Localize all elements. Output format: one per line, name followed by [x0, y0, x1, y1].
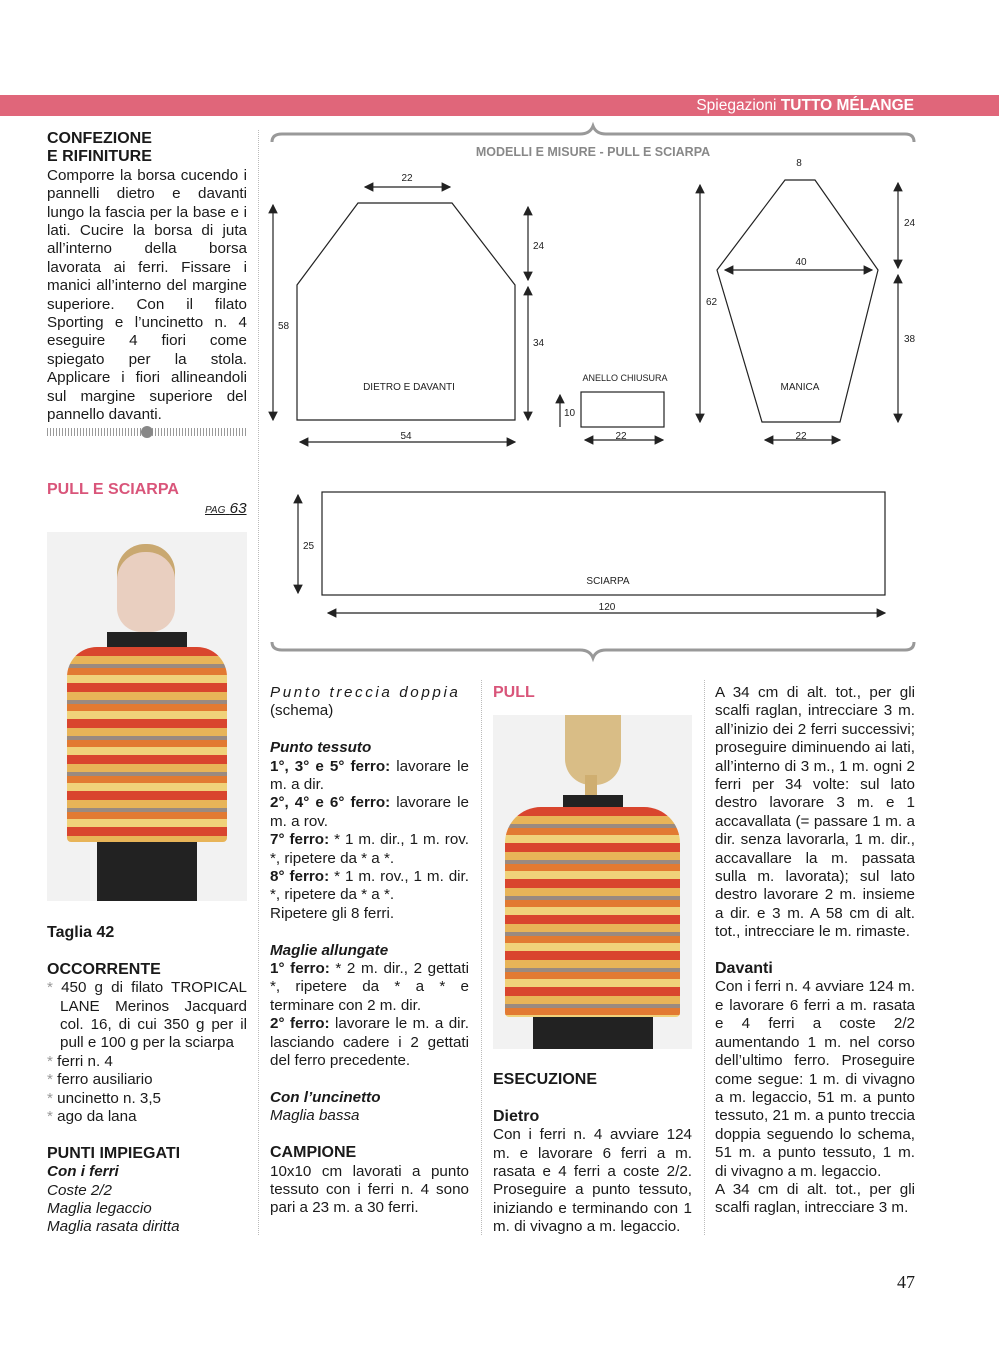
tessuto-row	[270, 758, 469, 795]
uncinetto-item: Maglia bassa	[270, 1107, 360, 1125]
size-label: Taglia 42	[47, 924, 115, 941]
diagram-title: MODELLI E MISURE - PULL E SCIARPA	[475, 145, 711, 159]
tessuto-end: Ripetere gli 8 ferri.	[270, 904, 395, 922]
dim-label: 24	[904, 218, 916, 229]
treccia-subtitle: (schema)	[270, 702, 334, 720]
punti-title: PUNTI IMPIEGATI	[47, 1144, 181, 1162]
column-divider	[481, 680, 482, 1235]
occorrente-item: * ferro ausiliario	[47, 1071, 247, 1089]
dim-label: 58	[278, 321, 290, 332]
confezione-title-2: E RIFINITURE	[47, 148, 152, 166]
treccia-title: Punto treccia doppia	[270, 684, 461, 701]
tessuto-row	[270, 868, 469, 905]
anello-shape	[581, 392, 664, 427]
column-divider	[704, 680, 705, 1235]
davanti-title: Davanti	[715, 960, 773, 978]
row-label: 2° ferro:	[270, 1015, 330, 1033]
instructions-column	[715, 684, 915, 1218]
tessuto-title: Punto tessuto	[270, 739, 372, 757]
esecuzione-title: ESECUZIONE	[493, 1071, 598, 1088]
raglan-text: A 34 cm di alt. tot., per gli scalfi raglan, intrecciare 3 m. all’inizio dei 2 ferri successivi; proseguire diminuendo ai lati, all’interno di 3 m., 1 m. ogni 2 ferri per 34 volte: sul lato destro lavorare 3 m. e 1 accavallata (= passare 1 m. a dir. senza lavorarla, 1 m. dir., accavallare la m. passata sulla m. lavorata); sul lato destro lavorare 2 m. insieme a dir. e 3 m. A 58 cm di alt. tot., intrecciare le m. rimaste.	[715, 684, 915, 941]
occorrente-title: OCCORRENTE	[47, 960, 161, 978]
row-text: lavorare le m. a dir.	[270, 757, 469, 794]
pag-number: 63	[229, 500, 247, 517]
occorrente-item: * ago da lana	[47, 1108, 247, 1126]
tessuto-row	[270, 831, 469, 868]
sciarpa-label: SCIARPA	[586, 576, 630, 587]
row-text: lavorare le m. a rov.	[270, 794, 469, 830]
dim-label: 8	[796, 158, 802, 169]
dim-label: 22	[795, 431, 807, 442]
dim-label: 25	[303, 541, 315, 552]
row-label: 7° ferro:	[270, 831, 330, 849]
confezione-text: Comporre la borsa cucendo i pannelli dietro e davanti lungo la fascia per la base e i lati. Cucire la borsa di juta all’interno della borsa lavorata ai ferri. Fissare i manici all’interno del margine superiore. Con il filato Sporting e l’uncinetto n. 4 eseguire 4 fiori come spiegato per la stola. Applicare i fiori allineandoli sul margine superiore del pannello davanti.	[47, 166, 247, 424]
model-back-photo	[493, 715, 692, 1049]
allungate-row	[270, 960, 469, 1015]
occorrente-item: * ferri n. 4	[47, 1053, 247, 1071]
dim-label: 40	[795, 257, 807, 268]
pag-label: PAG	[205, 505, 226, 516]
row-text: * 1 m. rov., 1 m. dir. *, ripetere da * a *.	[270, 868, 469, 904]
execution-column	[493, 1071, 692, 1237]
occorrente-list	[47, 979, 247, 1126]
allungate-title: Maglie allungate	[270, 941, 389, 959]
dim-label: 54	[400, 431, 412, 442]
davanti-raglan-text: A 34 cm di alt. tot., per gli scalfi raglan, intrecciare 3 m.	[715, 1180, 915, 1217]
anello-label: ANELLO CHIUSURA	[582, 373, 668, 383]
dim-label: 22	[401, 173, 413, 184]
model-pants	[97, 842, 197, 901]
page-number: 47	[897, 1272, 915, 1292]
row-label: 8° ferro:	[270, 868, 330, 886]
campione-text: 10x10 cm lavorati a punto tessuto con i ferri n. 4 sono pari a 23 m. a 30 ferri.	[270, 1162, 469, 1217]
dim-label: 10	[564, 408, 576, 419]
dim-label: 38	[904, 334, 916, 345]
row-text: * 1 m. dir., 1 m. rov. *, ripetere da * a *.	[270, 831, 469, 867]
punti-item: Coste 2/2	[47, 1181, 113, 1199]
dim-label: 62	[706, 297, 718, 308]
stitches-column	[270, 684, 469, 1218]
allungate-row	[270, 1015, 469, 1070]
model-pants	[533, 1017, 653, 1049]
manica-label: MANICA	[780, 382, 820, 393]
punti-subtitle: Con i ferri	[47, 1163, 119, 1181]
dim-label: 22	[615, 431, 627, 442]
materials-section	[47, 924, 247, 1237]
dim-label: 120	[598, 602, 616, 613]
occorrente-item: * 450 g di filato TROPICAL LANE Merinos Jacquard col. 16, di cui 350 g per il pull e 100 g per la sciarpa	[47, 979, 247, 1053]
row-label: 1°, 3° e 5° ferro:	[270, 757, 391, 775]
row-label: 1° ferro:	[270, 960, 330, 978]
dim-label: 34	[533, 338, 545, 349]
occorrente-item: * uncinetto n. 3,5	[47, 1090, 247, 1108]
dim-label: 24	[533, 241, 545, 252]
row-text: lavorare le m. a dir. lasciando cadere i 2 gettati del ferro precedente.	[270, 1015, 469, 1070]
row-label: 2°, 4° e 6° ferro:	[270, 794, 391, 812]
top-brace	[272, 126, 914, 142]
davanti-text: Con i ferri n. 4 avviare 124 m. e lavorare 6 ferri a m. rasata e 4 ferri a coste 2/2 aumentando 1 m. nel corso dell’ultimo ferro. Proseguire come segue: 1 m. di vivagno a m. legaccio, 51 m. a punto tessuto, 21 m. a punto treccia doppia seguendo lo schema, 51 m. a punto tessuto, 1 m. di vivagno a m. legaccio.	[715, 978, 915, 1180]
header-magazine-title: TUTTO MÉLANGE	[780, 97, 914, 114]
uncinetto-title: Con l’uncinetto	[270, 1088, 381, 1106]
dietro-title: Dietro	[493, 1107, 540, 1125]
sweater	[505, 807, 680, 1017]
tessuto-row	[270, 794, 469, 831]
pull-title: PULL	[493, 684, 535, 701]
row-text: * 2 m. dir., 2 gettati *, ripetere da * a * e terminare con 2 m. dir.	[270, 960, 469, 1014]
confezione-title: CONFEZIONE	[47, 130, 152, 147]
header-section: Spiegazioni	[696, 97, 777, 114]
dietro-label: DIETRO E DAVANTI	[363, 382, 455, 393]
punti-item: Maglia rasata diritta	[47, 1218, 180, 1236]
bottom-brace	[272, 642, 914, 658]
pull-sciarpa-title: PULL E SCIARPA	[47, 481, 179, 498]
campione-title: CAMPIONE	[270, 1144, 357, 1162]
dietro-text: Con i ferri n. 4 avviare 124 m. e lavorare 6 ferri a m. rasata e 4 ferri a coste 2/2. Proseguire a punto tessuto, iniziando e terminando con 1 m. di vivagno a m. legaccio.	[493, 1126, 692, 1236]
punti-item: Maglia legaccio	[47, 1200, 152, 1218]
